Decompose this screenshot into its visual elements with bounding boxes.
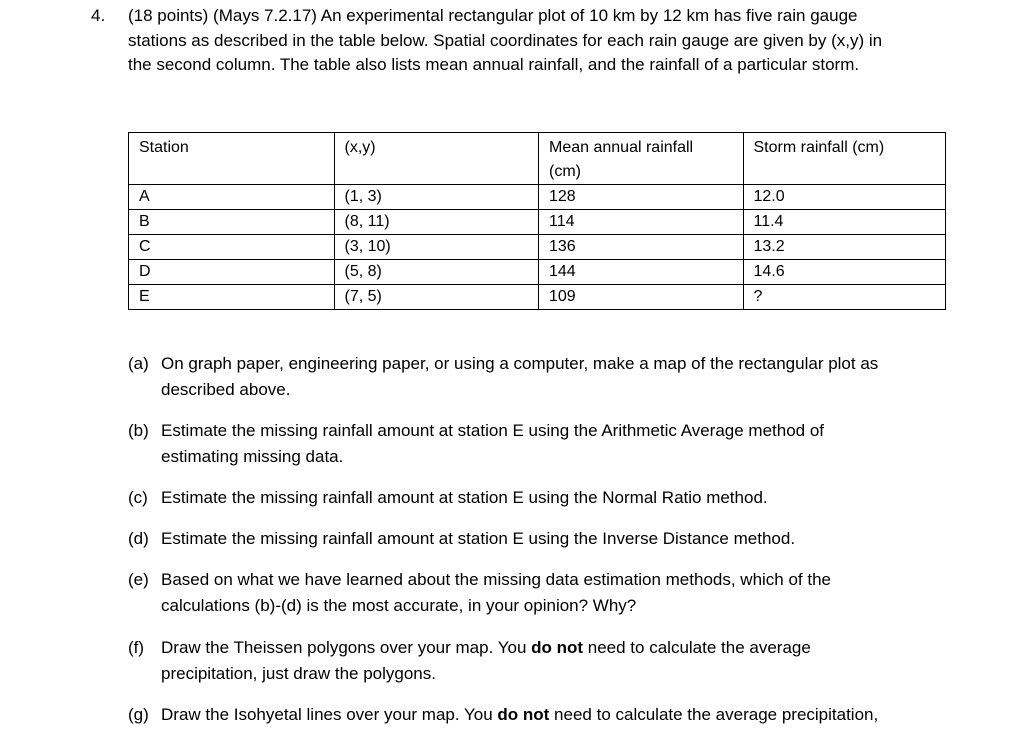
header-mean-annual (539, 133, 744, 185)
part-line (161, 635, 1008, 661)
part-label: (e) (128, 570, 149, 589)
cell-storm: 12.0 (743, 185, 946, 210)
part-label: (b) (128, 421, 149, 440)
part-g (128, 702, 1008, 728)
question-number: 4. (91, 6, 106, 25)
cell-xy: (8, 11) (334, 210, 539, 235)
table-row (129, 285, 946, 310)
cell-station: A (129, 185, 335, 210)
part-text (161, 635, 1008, 686)
header-station: Station (129, 133, 335, 185)
part-line-pre: Draw the Theissen polygons over your map. You (161, 638, 532, 657)
header-storm: Storm rainfall (cm) (743, 133, 946, 185)
table-row (129, 260, 946, 285)
cell-station: D (129, 260, 335, 285)
part-label: (f) (128, 638, 145, 657)
table-header-row (129, 133, 946, 185)
rain-gauge-table (128, 132, 946, 310)
part-line: estimating missing data. (161, 446, 344, 466)
part-label: (a) (128, 354, 149, 373)
part-line (161, 702, 1008, 728)
emphasis-do-not: do not (531, 638, 584, 657)
cell-mean: 109 (539, 285, 744, 310)
part-line: described above. (161, 379, 291, 399)
header-mean-line2: (cm) (549, 163, 581, 180)
part-line-post: need to calculate the average precipitation, (549, 705, 879, 724)
part-e (128, 567, 1008, 618)
part-line: Based on what we have learned about the missing data estimation methods, which of the (161, 570, 832, 589)
cell-station: B (129, 210, 335, 235)
cell-storm: 14.6 (743, 260, 946, 285)
cell-xy: (1, 3) (334, 185, 539, 210)
part-label: (c) (128, 488, 148, 507)
cell-mean: 136 (539, 235, 744, 260)
intro-line: (18 points) (Mays 7.2.17) An experimental rectangular plot of 10 km by 12 km has five rain gauge (128, 6, 858, 25)
intro-line: stations as described in the table below. Spatial coordinates for each rain gauge are given by (x,y) in (128, 30, 883, 50)
part-text (161, 485, 1008, 511)
emphasis-do-not: do not (497, 705, 550, 724)
part-label: (g) (128, 705, 149, 724)
part-line: On graph paper, engineering paper, or using a computer, make a map of the rectangular plot as (161, 354, 879, 373)
cell-mean: 114 (539, 210, 744, 235)
table-row (129, 210, 946, 235)
cell-xy: (5, 8) (334, 260, 539, 285)
part-text (161, 702, 1008, 728)
cell-storm: 11.4 (743, 210, 946, 235)
part-a (128, 351, 1008, 402)
part-d (128, 526, 1008, 552)
part-line-post: need to calculate the average (583, 638, 811, 657)
question-intro (128, 4, 998, 78)
part-line: Estimate the missing rainfall amount at station E using the Inverse Distance method. (161, 529, 796, 548)
part-line: calculations (b)-(d) is the most accurate, in your opinion? Why? (161, 595, 637, 615)
part-text (161, 567, 1008, 618)
intro-line: the second column. The table also lists mean annual rainfall, and the rainfall of a particular storm. (128, 55, 860, 74)
part-text (161, 526, 1008, 552)
cell-station: C (129, 235, 335, 260)
cell-xy: (3, 10) (334, 235, 539, 260)
part-c (128, 485, 1008, 511)
part-text (161, 351, 1008, 402)
table-row (129, 185, 946, 210)
cell-storm: ? (743, 285, 946, 310)
part-line-pre: Draw the Isohyetal lines over your map. You (161, 705, 498, 724)
part-line: precipitation, just draw the polygons. (161, 663, 436, 683)
part-f (128, 635, 1008, 686)
part-line: Estimate the missing rainfall amount at station E using the Normal Ratio method. (161, 488, 768, 507)
cell-storm: 13.2 (743, 235, 946, 260)
cell-mean: 128 (539, 185, 744, 210)
cell-station: E (129, 285, 335, 310)
cell-mean: 144 (539, 260, 744, 285)
header-mean-line1: Mean annual rainfall (549, 139, 694, 156)
cell-xy: (7, 5) (334, 285, 539, 310)
header-xy: (x,y) (334, 133, 539, 185)
table-row (129, 235, 946, 260)
part-b (128, 418, 1008, 469)
part-text (161, 418, 1008, 469)
part-label: (d) (128, 529, 149, 548)
part-line: Estimate the missing rainfall amount at station E using the Arithmetic Average method of (161, 421, 825, 440)
